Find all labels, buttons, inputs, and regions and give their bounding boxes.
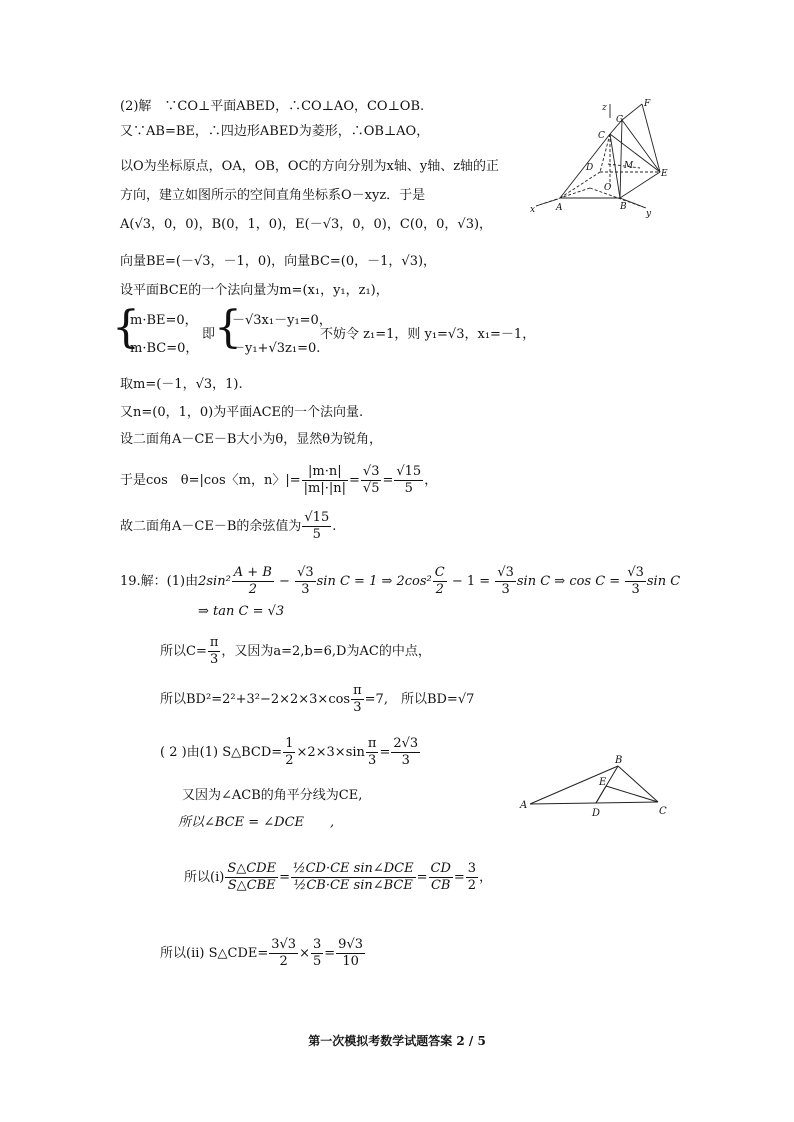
conclusion-prefix: 故二面角A－CE－B的余弦值为 [120, 519, 302, 534]
dihedral-angle-line: 设二面角A－CE－B大小为θ，显然θ为锐角， [120, 432, 383, 447]
q19-frac5 [625, 565, 646, 598]
take-m-line: 取m=(－1，√3，1). [120, 377, 243, 392]
cos-fraction-1 [302, 464, 348, 497]
q19-ii-f1-den: 2 [279, 954, 288, 969]
q19-bd-post: =7, 所以BD=√7 [364, 692, 475, 707]
conclusion-num: √15 [304, 510, 330, 525]
q19-p2-frac3 [391, 736, 420, 769]
fig1-label-y: y [646, 209, 652, 218]
fig1-label-M: M [624, 161, 634, 171]
system-eq-c: －√3x₁－y₁=0， [232, 313, 332, 328]
q19-f4-num: √3 [497, 565, 514, 580]
cos-eq1: = [349, 473, 360, 488]
coordinates-line: A(√3，0，0)，B(0，1，0)，E(－√3，0，0)，C(0，0，√3)， [120, 217, 493, 232]
q19-i-left-den: S△CBE [227, 878, 276, 893]
q19-i-value-num: 3 [467, 861, 477, 876]
q19-angle-line: 所以∠BCE = ∠DCE , [178, 815, 335, 830]
q19-i-mid-num: ½CD·CE sin∠DCE [292, 861, 414, 876]
figure-triangle-abc [518, 752, 678, 820]
cos-theta-line [120, 462, 437, 500]
solution-line-3: 以O为坐标原点，OA，OB，OC的方向分别为x轴、y轴、z轴的正 [120, 159, 500, 174]
q19-p2-f2-den: 3 [368, 753, 377, 768]
q19-head: 19.解：(1)由 [120, 574, 199, 589]
q19-ii-frac1 [269, 937, 298, 970]
q19-i-pre: 所以(i) [184, 870, 225, 885]
q19-p2-frac2 [366, 736, 379, 769]
q19-f5-num: √3 [627, 565, 644, 580]
q19-t2: − [274, 574, 295, 589]
q19-f3-den: 2 [435, 582, 444, 597]
q19-p2-f3-den: 3 [401, 753, 410, 768]
solution-line-4: 方向，建立如图所示的空间直角坐标系O－xyz．于是 [120, 188, 426, 203]
q19-ii-f2-num: 3 [312, 937, 322, 952]
cos-end: ， [424, 473, 438, 488]
q19-bisector-line: 又因为∠ACB的角平分线为CE, [182, 788, 363, 803]
fig1-label-F: F [644, 99, 651, 109]
cos-frac1-num: |m·n| [302, 464, 348, 481]
conclusion-fraction [302, 510, 331, 543]
cos-frac2-num: √3 [362, 464, 380, 479]
q19-part2-line [160, 733, 421, 773]
fig1-label-D: D [586, 163, 594, 173]
fig1-label-B: B [620, 202, 627, 212]
q19-frac2 [295, 565, 316, 598]
conclusion-den: 5 [312, 527, 321, 542]
q19-frac3 [433, 565, 447, 598]
normal-n-line: 又n=(0，1，0)为平面ACE的一个法向量. [120, 405, 364, 420]
q19-ii-times: × [299, 946, 310, 961]
fig2-label-B: B [615, 755, 623, 766]
q19-c-num: π [209, 635, 219, 650]
q19-c-pre: 所以C= [160, 644, 207, 659]
q19-i-line [184, 852, 492, 904]
q19-f1-num: A + B [233, 565, 272, 580]
q19-eq1-line [120, 562, 680, 602]
left-brace-1: { [112, 302, 140, 353]
fig1-label-G: G [616, 115, 624, 125]
q19-frac1 [232, 565, 274, 598]
q19-i-frac-mid [291, 861, 416, 894]
cos-frac2-den: √5 [362, 481, 380, 496]
system-ji: 即 [202, 327, 216, 342]
fig2-label-A: A [520, 800, 528, 811]
q19-ii-f3-num: 9√3 [338, 937, 363, 952]
q19-ii-f2-den: 5 [312, 954, 322, 969]
system-tail: 不妨令 z₁=1，则 y₁=√3，x₁=－1， [320, 327, 536, 342]
q19-t6: sin C [646, 574, 681, 589]
q19-i-mid-den: ½CB·CE sin∠BCE [293, 878, 413, 893]
q19-i-left-num: S△CDE [227, 861, 277, 876]
fig1-label-x: x [530, 205, 536, 215]
fig1-label-O: O [604, 183, 612, 193]
q19-ii-pre: 所以(ii) S△CDE= [160, 946, 269, 961]
q19-i-frac-ratio [429, 861, 453, 894]
q19-i-frac-value [466, 861, 478, 894]
cos-frac3-num: √15 [396, 464, 422, 479]
q19-f2-num: √3 [297, 565, 314, 580]
cos-frac1-den: |m|·|n| [303, 481, 346, 496]
page-footer: 第一次模拟考数学试题答案 2 / 5 [308, 1034, 486, 1048]
q19-p2-f1-den: 2 [285, 753, 294, 768]
q19-bd-num: π [353, 683, 362, 698]
q19-t4: − 1 = [447, 574, 495, 589]
system-eq-b: m·BC=0， [130, 341, 199, 356]
solution-line-1: (2)解 ∵CO⊥平面ABED，∴CO⊥AO，CO⊥OB. [120, 99, 425, 114]
fig1-label-E: E [661, 169, 668, 179]
q19-i-ratio-num: CD [430, 861, 451, 876]
solution-line-2: 又∵AB=BE，∴四边形ABED为菱形，∴OB⊥AO， [120, 124, 430, 139]
left-brace-2: { [214, 302, 242, 353]
q19-ii-f3-den: 10 [342, 954, 359, 969]
q19-bd-frac [351, 683, 364, 716]
q19-c-line [160, 632, 431, 672]
q19-f5-den: 3 [631, 582, 640, 597]
q19-ii-frac3 [336, 937, 365, 970]
q19-p2-eq: = [379, 745, 391, 760]
q19-i-eq2: = [416, 870, 428, 885]
q19-ii-eq: = [324, 946, 336, 961]
vectors-line: 向量BE=(－√3，－1，0)，向量BC=(0，－1，√3)， [120, 254, 437, 269]
q19-ii-line [160, 934, 366, 974]
system-eq-d: －y₁+√3z₁=0. [232, 341, 321, 356]
q19-p2-pre: ( 2 )由(1) S△BCD= [160, 745, 283, 760]
q19-p2-f1-num: 1 [285, 736, 294, 751]
cos-eq2: = [382, 473, 394, 488]
fig1-label-A: A [556, 203, 563, 213]
fig2-label-D: D [592, 808, 601, 819]
conclusion-end: . [332, 519, 337, 534]
q19-p2-frac1 [283, 736, 295, 769]
q19-f1-den: 2 [248, 582, 257, 597]
q19-c-post: ，又因为a=2,b=6,D为AC的中点， [221, 644, 431, 659]
q19-t1: 2sin² [198, 574, 231, 589]
q19-bd-pre: 所以BD²=2²+3²−2×2×3×cos [160, 692, 351, 707]
q19-c-den: 3 [209, 652, 219, 667]
q19-i-ratio-den: CB [430, 878, 451, 893]
normal-vector-line: 设平面BCE的一个法向量为m=(x₁，y₁，z₁)， [120, 283, 389, 298]
conclusion-line [120, 508, 336, 546]
fig1-label-C: C [598, 131, 605, 141]
fig2-label-C: C [659, 806, 667, 817]
cos-fraction-2 [361, 464, 382, 497]
q19-bd-den: 3 [353, 700, 362, 715]
fig2-label-E: E [599, 777, 607, 788]
q19-t5: sin C ⇒ cos C = [516, 574, 625, 589]
q19-eq2: ⇒ tan C = √3 [198, 604, 285, 619]
q19-p2-f3-num: 2√3 [393, 736, 419, 751]
q19-t3: sin C = 1 ⇒ 2cos² [316, 574, 432, 589]
figure-3d-pyramid [528, 98, 673, 218]
q19-p2-f2-num: π [367, 736, 377, 751]
q19-i-eq: = [279, 870, 290, 885]
q19-i-end: ， [479, 870, 493, 885]
q19-i-eq3: = [453, 870, 465, 885]
q19-f4-den: 3 [501, 582, 510, 597]
q19-frac4 [495, 565, 516, 598]
q19-i-value-den: 2 [467, 878, 477, 893]
q19-p2-mid: ×2×3×sin [296, 745, 365, 760]
cos-prefix: 于是cos θ=|cos〈m，n〉|= [120, 473, 301, 488]
q19-f3-num: C [434, 565, 445, 580]
cos-frac3-den: 5 [404, 481, 413, 496]
system-eq-a: m·BE=0， [130, 313, 198, 328]
cos-fraction-3 [394, 464, 423, 497]
fig1-label-z: z [602, 103, 607, 113]
q19-i-frac-left [225, 861, 278, 894]
q19-ii-f1-num: 3√3 [271, 937, 297, 952]
q19-f2-den: 3 [301, 582, 310, 597]
q19-c-frac [208, 635, 221, 668]
q19-ii-frac2 [311, 937, 323, 970]
q19-bd-line [160, 680, 474, 720]
